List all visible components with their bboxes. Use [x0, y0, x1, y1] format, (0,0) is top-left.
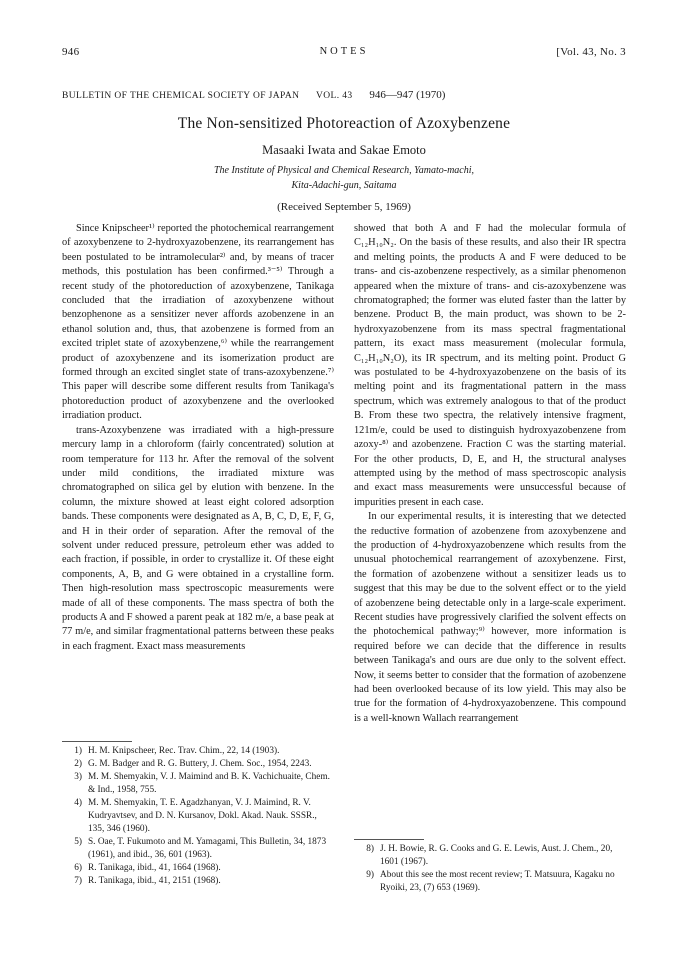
footnotes-left — [62, 745, 334, 888]
footnote-text: M. M. Shemyakin, V. J. Maimind and B. K. Vachichuaite, Chem. & Ind., 1958, 755. — [88, 772, 330, 795]
right-column — [354, 222, 626, 726]
footnote-text: S. Oae, T. Fukumoto and M. Yamagami, This Bulletin, 34, 1873 (1961), and ibid., 36, 601 (1963). — [88, 837, 327, 860]
footnote — [62, 875, 334, 888]
footnote-number: 5) — [74, 837, 82, 847]
footnote — [62, 758, 334, 771]
footnote-number: 8) — [366, 844, 374, 854]
article-title: The Non-sensitized Photoreaction of Azoxybenzene — [177, 115, 511, 132]
affiliation-line-2: Kita-Adachi-gun, Saitama — [291, 180, 397, 191]
footnote — [354, 843, 626, 869]
footnote-number: 9) — [366, 870, 374, 880]
footnote-text: R. Tanikaga, ibid., 41, 2151 (1968). — [88, 876, 221, 886]
footnote — [62, 862, 334, 875]
volume-issue: [Vol. 43, No. 3 — [556, 46, 626, 58]
body-paragraph: showed that both A and F had the molecular formula of C₁₂H₁₀N₂. On the basis of these results, and also their IR spectra and melting points, the products A and F were deduced to be trans- and cis-azobenzene respectively, as a similar phenomenon appeared when the mixture of trans- and cis-azoxybenzene was chromatographed; the former was eluted faster than the latter by benzene. Product B, the main product, was shown to be 2-hydroxyazobenzene from its mass spectral fragmentational pattern, its exact mass measurement (molecular formula, C₁₂H₁₀N₂O), its IR spectrum, and its melting point. Product G was postulated to be 4-hydroxyazobenzene on the basis of its melting point and its fragmentational pattern in the mass spectrum, which was extremely analogous to that of the product B. From these two spectra, the relatively intensive fragment, 121m/e, could be used to distinguish hydroxyazobenzene from azoxy-⁸⁾ and azobenzene. Fraction C was the starting material. For the other products, D, E, and H, the structural analyses attempted using by the method of mass spectroscopic analysis and exact mass measurements were unsuccessful because of impurities present in each case. — [354, 223, 626, 508]
footnote-number: 6) — [74, 863, 82, 873]
footnote-rule — [62, 741, 132, 742]
journal-name: BULLETIN OF THE CHEMICAL SOCIETY OF JAPAN — [62, 91, 300, 101]
footnote-text: H. M. Knipscheer, Rec. Trav. Chim., 22, 14 (1903). — [88, 746, 280, 756]
footnote-text: J. H. Bowie, R. G. Cooks and G. E. Lewis, Aust. J. Chem., 20, 1601 (1967). — [380, 844, 613, 867]
received-date: (Received September 5, 1969) — [277, 201, 411, 213]
footnote — [62, 771, 334, 797]
footnote-text: R. Tanikaga, ibid., 41, 1664 (1968). — [88, 863, 221, 873]
journal-citation-line — [62, 89, 626, 101]
footnote — [62, 797, 334, 836]
footnote-number: 3) — [74, 772, 82, 782]
body-paragraph: In our experimental results, it is interesting that we detected the reductive formation of azobenzene from azoxybenzene and the production of 4-hydroxyazobenzene which results from the unusual photochemical rearrangement of azoxybenzene. First, the formation of azobenzene without a sensitizer leads us to suggest that this may be due to the solvent effect or to the yield of azobenzene being detectable only in a large-scale experiment. Recent studies have progressively clarified the solvent effects on the photochemical pathway;⁹⁾ however, more information is required before we can decide that the difference in results between Tanikaga's and ours are due only to the solvent effect. Now, it seems better to consider that the formation of azobenzene had been overlooked because of its low yield. This may also be true for the formation of 4-hydroxyazobenzene. This compound is a well-known Wallach rearrangement — [354, 511, 626, 724]
page-number: 946 — [62, 46, 80, 58]
footnote — [354, 869, 626, 895]
footnote — [62, 836, 334, 862]
footnotes-right — [354, 843, 626, 895]
body-paragraph: trans-Azoxybenzene was irradiated with a high-pressure mercury lamp in a chloroform (fairly concentrated) solution at room temperature for 113 hr. After the removal of the solvent under mild conditions, the irradiated mixture was chromatographed on silica gel by elution with benzene. In the column, the mixture showed at least eight colored adsorption bands. These components were designated as A, B, C, D, E, F, G, and H in their order of separation. After the removal of the solvent under reduced pressure, petroleum ether was added to each fraction, if possible, in order to crystallize it. Of these eight components, A, B, and G were obtained in a crystalline form. Then high-resolution mass spectroscopic measurements were made of all of these components. The mass spectra of both the products A and F showed a parent peak at 182 m/e, a base peak at 77 m/e, and similar fragmentational patterns between these peaks in each fragment. Exact mass measurements — [62, 424, 334, 652]
authors: Masaaki Iwata and Sakae Emoto — [262, 143, 426, 157]
footnote — [62, 745, 334, 758]
body-paragraph: Since Knipscheer¹⁾ reported the photochemical rearrangement of azoxybenzene to 2-hydroxyazobenzene, its rearrangement has been postulated to be intramolecular²⁾ and, by means of tracer methods, this postulation has been confirmed.³⁻⁵⁾ Through a recent study of the photoreduction of azoxybenzene, Tanikaga concluded that the irradiation of azoxybenzene without benzophenone as a sensitizer never affords azobenzene in an ethanol solution and, thus, that azobenzene is formed from an excited triplet state of azoxybenzene,⁶⁾ while the rearrangement product of azoxybenzene and its isomerization product are formed through an excited singlet state of trans-azoxybenzene.⁷⁾ This paper will describe some different results from Tanikaga's photoreduction product of azoxybenzene and the overlooked irradiation product. — [62, 223, 334, 422]
footnote-number: 1) — [74, 746, 82, 756]
footnote-rule — [354, 839, 424, 840]
running-head — [62, 46, 626, 62]
affiliation-line-1: The Institute of Physical and Chemical Research, Yamato-machi, — [213, 165, 475, 176]
footnote-number: 2) — [74, 759, 82, 769]
left-column — [62, 222, 334, 654]
footnote-number: 7) — [74, 876, 82, 886]
footnote-text: M. M. Shemyakin, T. E. Agadzhanyan, V. J. Maimind, R. V. Kudryavtsev, and D. N. Kursanov, Dokl. Akad. Nauk. SSSR., 135, 346 (1960). — [88, 798, 317, 834]
journal-pages: 946—947 (1970) — [369, 89, 446, 101]
footnote-text: About this see the most recent review; T. Matsuura, Kagaku no Ryoiki, 23, (7) 653 (1969). — [380, 870, 615, 893]
footnote-number: 4) — [74, 798, 82, 808]
footnote-text: G. M. Badger and R. G. Buttery, J. Chem. Soc., 1954, 2243. — [88, 759, 312, 769]
journal-volume: VOL. 43 — [315, 91, 353, 101]
section-name: NOTES — [319, 46, 369, 57]
